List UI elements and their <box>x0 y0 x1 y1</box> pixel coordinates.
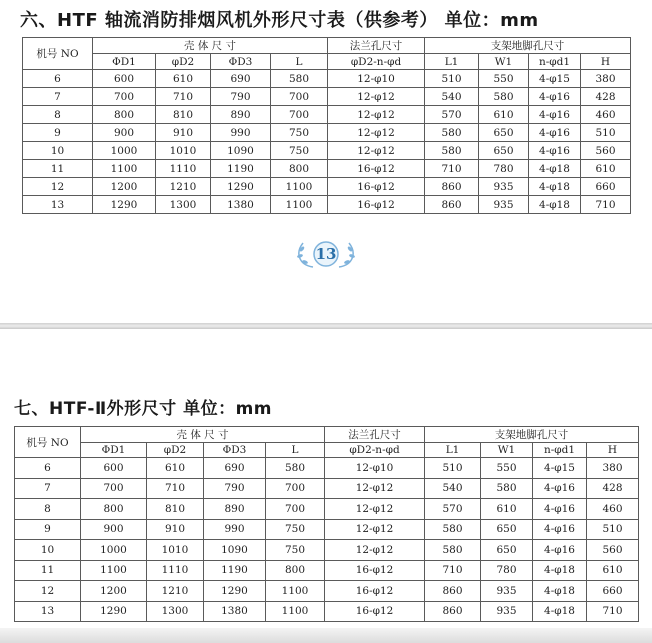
table-cell: 1010 <box>147 540 204 561</box>
col-l1: L1 <box>425 443 481 458</box>
table-cell: 1090 <box>204 540 266 561</box>
table-cell: 1090 <box>211 142 271 160</box>
table-cell: 540 <box>425 88 479 106</box>
table-cell: 12-φ12 <box>325 478 425 499</box>
table-cell: 780 <box>479 160 529 178</box>
table-cell: 380 <box>587 458 639 479</box>
table-cell: 910 <box>156 124 211 142</box>
cell-model-no: 7 <box>15 478 81 499</box>
table-cell: 4-φ16 <box>533 540 587 561</box>
cell-model-no: 13 <box>23 196 93 214</box>
table-row <box>23 178 631 196</box>
table-cell: 780 <box>481 560 533 581</box>
col-h: H <box>581 54 631 70</box>
table-cell: 710 <box>156 88 211 106</box>
col-foot-holes: n-φd1 <box>533 443 587 458</box>
table-cell: 428 <box>587 478 639 499</box>
table-cell: 600 <box>93 70 156 88</box>
header-flange: 法兰孔尺寸 <box>328 38 425 54</box>
header-model: 机号 NO <box>15 427 81 458</box>
table-row <box>23 106 631 124</box>
table-cell: 1100 <box>266 581 325 602</box>
table-cell: 12-φ12 <box>328 88 425 106</box>
cell-model-no: 12 <box>23 178 93 196</box>
table-cell: 580 <box>425 540 481 561</box>
table-row <box>15 499 639 520</box>
table-cell: 460 <box>581 106 631 124</box>
table-cell: 700 <box>93 88 156 106</box>
table-cell: 510 <box>581 124 631 142</box>
page-number: 13 <box>315 245 337 263</box>
table-row <box>15 478 639 499</box>
col-d3: ΦD3 <box>211 54 271 70</box>
cell-model-no: 7 <box>23 88 93 106</box>
table-cell: 700 <box>271 88 328 106</box>
table-cell: 610 <box>156 70 211 88</box>
table-cell: 860 <box>425 178 479 196</box>
table-cell: 700 <box>266 478 325 499</box>
col-l1: L1 <box>425 54 479 70</box>
table-cell: 610 <box>587 560 639 581</box>
col-flange-holes: φD2-n-φd <box>328 54 425 70</box>
table-cell: 1100 <box>271 178 328 196</box>
table-cell: 580 <box>271 70 328 88</box>
table-cell: 1200 <box>81 581 147 602</box>
table-cell: 4-φ16 <box>533 519 587 540</box>
table-cell: 570 <box>425 106 479 124</box>
table-row <box>15 458 639 479</box>
table-cell: 800 <box>93 106 156 124</box>
table-cell: 700 <box>266 499 325 520</box>
table-cell: 710 <box>147 478 204 499</box>
table-cell: 4-φ18 <box>533 560 587 581</box>
table-cell: 16-φ12 <box>325 581 425 602</box>
table-cell: 890 <box>204 499 266 520</box>
table-cell: 16-φ12 <box>325 601 425 622</box>
table-cell: 810 <box>147 499 204 520</box>
table-cell: 990 <box>211 124 271 142</box>
table-cell: 910 <box>147 519 204 540</box>
table-cell: 900 <box>93 124 156 142</box>
table-row <box>15 601 639 622</box>
table-row <box>15 519 639 540</box>
table-cell: 1190 <box>211 160 271 178</box>
table-cell: 935 <box>479 178 529 196</box>
col-foot-holes: n-φd1 <box>529 54 581 70</box>
table-cell: 560 <box>581 142 631 160</box>
col-flange-holes: φD2-n-φd <box>325 443 425 458</box>
table-cell: 650 <box>479 124 529 142</box>
section-divider <box>0 323 652 329</box>
table-cell: 1010 <box>156 142 211 160</box>
col-d1: ΦD1 <box>81 443 147 458</box>
cell-model-no: 10 <box>15 540 81 561</box>
col-l: L <box>271 54 328 70</box>
header-model: 机号 NO <box>23 38 93 70</box>
table-cell: 1100 <box>266 601 325 622</box>
section-title-htf: 六、HTF 轴流消防排烟风机外形尺寸表（供参考） 单位：mm <box>20 10 539 31</box>
table-cell: 900 <box>81 519 147 540</box>
table-cell: 1110 <box>147 560 204 581</box>
table-cell: 935 <box>481 581 533 602</box>
table-row <box>15 560 639 581</box>
table-cell: 540 <box>425 478 481 499</box>
table-cell: 750 <box>271 124 328 142</box>
table-cell: 12-φ10 <box>325 458 425 479</box>
cell-model-no: 11 <box>23 160 93 178</box>
table-cell: 650 <box>479 142 529 160</box>
table-cell: 810 <box>156 106 211 124</box>
table-cell: 560 <box>587 540 639 561</box>
table-cell: 1100 <box>93 160 156 178</box>
table-cell: 690 <box>211 70 271 88</box>
table-cell: 1200 <box>93 178 156 196</box>
col-d2: φD2 <box>147 443 204 458</box>
section-title-htf-ii: 七、HTF-Ⅱ外形尺寸 单位：mm <box>14 399 273 419</box>
cell-model-no: 9 <box>15 519 81 540</box>
table-cell: 700 <box>271 106 328 124</box>
table-cell: 4-φ16 <box>529 124 581 142</box>
header-housing: 壳 体 尺 寸 <box>93 38 328 54</box>
header-support: 支架地脚孔尺寸 <box>425 427 639 443</box>
table-cell: 750 <box>266 540 325 561</box>
table-cell: 4-φ18 <box>533 601 587 622</box>
table-cell: 1210 <box>147 581 204 602</box>
table-cell: 1300 <box>147 601 204 622</box>
table-cell: 690 <box>204 458 266 479</box>
table-row <box>23 196 631 214</box>
bottom-band <box>0 628 652 643</box>
table-cell: 12-φ12 <box>328 106 425 124</box>
table-cell: 660 <box>587 581 639 602</box>
table-cell: 4-φ18 <box>533 581 587 602</box>
table-cell: 4-φ15 <box>529 70 581 88</box>
col-w1: W1 <box>481 443 533 458</box>
table-cell: 12-φ12 <box>325 540 425 561</box>
htf-dimension-table <box>22 37 631 214</box>
table-cell: 790 <box>204 478 266 499</box>
table-cell: 12-φ10 <box>328 70 425 88</box>
col-h: H <box>587 443 639 458</box>
cell-model-no: 13 <box>15 601 81 622</box>
table-cell: 4-φ18 <box>529 160 581 178</box>
table-cell: 4-φ18 <box>529 178 581 196</box>
table-row <box>23 70 631 88</box>
table-cell: 700 <box>81 478 147 499</box>
table-cell: 16-φ12 <box>325 560 425 581</box>
table-cell: 4-φ16 <box>529 142 581 160</box>
table-cell: 800 <box>266 560 325 581</box>
table-cell: 550 <box>479 70 529 88</box>
table-cell: 990 <box>204 519 266 540</box>
table-cell: 860 <box>425 196 479 214</box>
table-cell: 460 <box>587 499 639 520</box>
table-cell: 750 <box>266 519 325 540</box>
table-cell: 860 <box>425 581 481 602</box>
col-d2: φD2 <box>156 54 211 70</box>
table-row <box>23 124 631 142</box>
table-cell: 890 <box>211 106 271 124</box>
table-cell: 580 <box>425 519 481 540</box>
table-cell: 580 <box>425 142 479 160</box>
cell-model-no: 11 <box>15 560 81 581</box>
table-cell: 580 <box>425 124 479 142</box>
table-cell: 12-φ12 <box>325 519 425 540</box>
table-cell: 710 <box>581 196 631 214</box>
table-cell: 16-φ12 <box>328 160 425 178</box>
table-cell: 710 <box>425 160 479 178</box>
table-cell: 12-φ12 <box>328 142 425 160</box>
table-cell: 650 <box>481 540 533 561</box>
table-cell: 1380 <box>211 196 271 214</box>
col-w1: W1 <box>479 54 529 70</box>
cell-model-no: 6 <box>15 458 81 479</box>
header-support: 支架地脚孔尺寸 <box>425 38 631 54</box>
table-cell: 380 <box>581 70 631 88</box>
table-cell: 1300 <box>156 196 211 214</box>
table-row <box>15 540 639 561</box>
header-flange: 法兰孔尺寸 <box>325 427 425 443</box>
cell-model-no: 10 <box>23 142 93 160</box>
table-cell: 1000 <box>93 142 156 160</box>
table-cell: 1110 <box>156 160 211 178</box>
table-cell: 860 <box>425 601 481 622</box>
table-cell: 610 <box>481 499 533 520</box>
table-cell: 580 <box>479 88 529 106</box>
header-housing: 壳 体 尺 寸 <box>81 427 325 443</box>
table-cell: 4-φ16 <box>533 499 587 520</box>
cell-model-no: 8 <box>15 499 81 520</box>
table-cell: 1100 <box>271 196 328 214</box>
col-d3: ΦD3 <box>204 443 266 458</box>
table-cell: 1190 <box>204 560 266 581</box>
table-cell: 510 <box>587 519 639 540</box>
cell-model-no: 12 <box>15 581 81 602</box>
cell-model-no: 9 <box>23 124 93 142</box>
table-cell: 4-φ16 <box>529 88 581 106</box>
table-cell: 570 <box>425 499 481 520</box>
table-cell: 12-φ12 <box>325 499 425 520</box>
table-cell: 600 <box>81 458 147 479</box>
table-cell: 16-φ12 <box>328 178 425 196</box>
table-cell: 4-φ16 <box>533 478 587 499</box>
table-cell: 800 <box>81 499 147 520</box>
table-cell: 710 <box>425 560 481 581</box>
table-cell: 1290 <box>93 196 156 214</box>
table-cell: 580 <box>481 478 533 499</box>
table-cell: 510 <box>425 70 479 88</box>
table-cell: 510 <box>425 458 481 479</box>
table-row <box>15 581 639 602</box>
table-cell: 1210 <box>156 178 211 196</box>
cell-model-no: 8 <box>23 106 93 124</box>
table-cell: 1100 <box>81 560 147 581</box>
table-cell: 4-φ15 <box>533 458 587 479</box>
table-cell: 428 <box>581 88 631 106</box>
col-l: L <box>266 443 325 458</box>
table-cell: 1290 <box>211 178 271 196</box>
table-cell: 710 <box>587 601 639 622</box>
table-cell: 4-φ18 <box>529 196 581 214</box>
table-cell: 800 <box>271 160 328 178</box>
table-cell: 580 <box>266 458 325 479</box>
table-cell: 610 <box>147 458 204 479</box>
table-cell: 550 <box>481 458 533 479</box>
table-cell: 1380 <box>204 601 266 622</box>
table-cell: 16-φ12 <box>328 196 425 214</box>
col-d1: ΦD1 <box>93 54 156 70</box>
table-row <box>23 160 631 178</box>
table-cell: 12-φ12 <box>328 124 425 142</box>
table-row <box>23 88 631 106</box>
table-cell: 1290 <box>204 581 266 602</box>
table-cell: 4-φ16 <box>529 106 581 124</box>
page-number-badge <box>293 237 359 271</box>
table-cell: 1000 <box>81 540 147 561</box>
table-cell: 750 <box>271 142 328 160</box>
table-row <box>23 142 631 160</box>
table-cell: 610 <box>581 160 631 178</box>
cell-model-no: 6 <box>23 70 93 88</box>
table-cell: 1290 <box>81 601 147 622</box>
htf-ii-dimension-table <box>14 426 639 622</box>
table-cell: 660 <box>581 178 631 196</box>
table-cell: 610 <box>479 106 529 124</box>
table-cell: 650 <box>481 519 533 540</box>
table-cell: 790 <box>211 88 271 106</box>
table-cell: 935 <box>481 601 533 622</box>
table-cell: 935 <box>479 196 529 214</box>
